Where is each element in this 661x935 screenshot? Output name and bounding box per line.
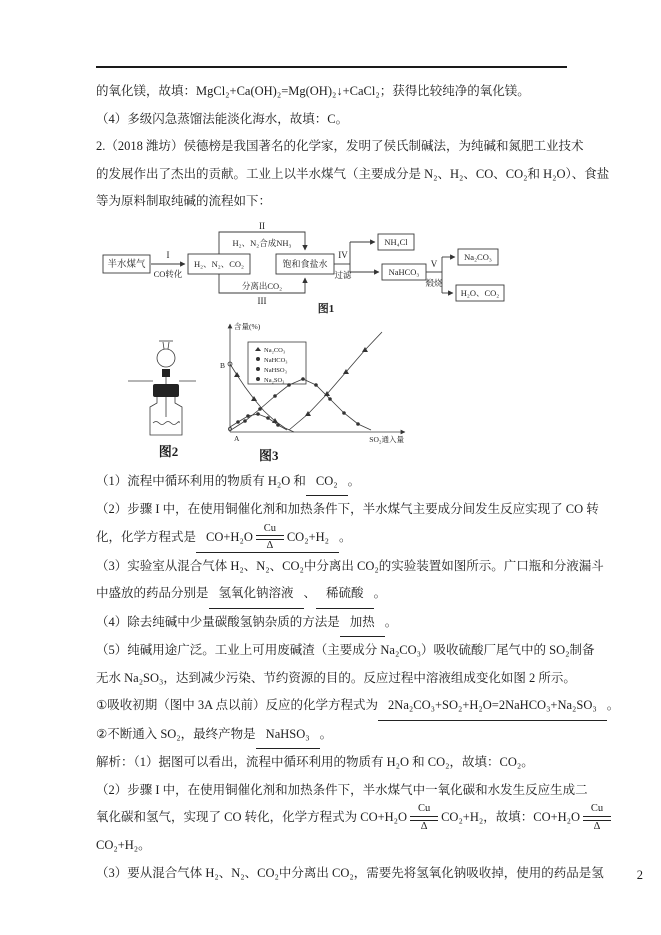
text-run: 无水 Na₂SO₃，达到减少污染、节约资源的目的。反应过程中溶液组成变化如图 2 所示。 xyxy=(96,670,576,685)
text-run: ②不断通入 SO₂，最终产物是 xyxy=(96,726,256,741)
step-1-label: CO转化 xyxy=(153,268,183,279)
text-line xyxy=(96,106,570,134)
flowchart-figure xyxy=(98,220,570,316)
legend-marker-dot-2 xyxy=(256,367,260,371)
text-line xyxy=(96,749,570,777)
legend-nahco3: NaHCO₃ xyxy=(264,356,288,364)
legend-nahso3: NaHSO₃ xyxy=(264,366,287,374)
answer-blank: 氢氧化钠溶液 xyxy=(209,580,304,609)
curve-na2so3-markers xyxy=(243,377,360,426)
flowchart-caption: 图1 xyxy=(317,302,335,315)
graph-svg xyxy=(217,318,415,444)
x-axis-label: SO₂通入量 xyxy=(369,434,404,444)
step-5-roman: V xyxy=(430,258,438,269)
box-nh4cl-label: NH₄Cl xyxy=(384,236,408,247)
text-line xyxy=(96,133,584,161)
text-line xyxy=(96,78,570,106)
text-line xyxy=(96,665,576,693)
text-run: CO₂+H₂，故填：CO+H₂O xyxy=(441,810,581,825)
legend-marker-dot-1 xyxy=(256,357,260,361)
text-run: （3）实验室从混合气体 H₂、N₂、CO₂中分离出 CO₂的实验装置如图所示。广口瓶和分液漏斗 xyxy=(96,558,604,573)
answer-blank: 加热 xyxy=(340,609,385,638)
text-line xyxy=(96,777,588,805)
funnel-neck xyxy=(163,342,169,349)
reaction-condition-stack: Cu Δ xyxy=(583,804,611,832)
text-run: （2）步骤 I 中，在使用铜催化剂和加热条件下，半水煤气中一氧化碳和水发生反应生成二 xyxy=(96,782,588,797)
text-run: 2.（2018 潍坊）侯德榜是我国著名的化学家，发明了侯氏制碱法，为纯碱和氮肥工业技术 xyxy=(96,139,584,153)
text-run: ①吸收初期（图中 3A 点以前）反应的化学方程式为 xyxy=(96,698,379,713)
legend-na2so3: Na₂SO₃ xyxy=(264,376,285,384)
answer-blank: 2Na₂CO₃+SO₂+H₂O=2NaHCO₃+Na₂SO₃ xyxy=(378,692,607,721)
figures-row xyxy=(126,318,570,464)
figure3-caption: 图3 xyxy=(259,447,279,463)
text-run: 。 xyxy=(339,529,352,544)
text-run: 中盛放的药品分别是 xyxy=(96,586,209,601)
box-nahco3-label: NaHCO₃ xyxy=(388,266,420,277)
document-body xyxy=(96,78,620,887)
text-line xyxy=(96,468,570,497)
bottle-stopper xyxy=(153,384,179,397)
text-run: CO₂+H₂ xyxy=(286,529,330,544)
answer-blank: CO₂ xyxy=(306,468,348,497)
page-number: 2 xyxy=(636,868,643,882)
box-h2o-co2-label: H₂O、CO₂ xyxy=(460,287,500,298)
text-line xyxy=(96,580,570,609)
text-run: 氧化碳和氢气，实现了 CO 转化，化学方程式为 CO+H₂O xyxy=(96,810,408,825)
text-run: 。 xyxy=(347,473,361,488)
text-line xyxy=(96,609,570,638)
step-5-label: 煅烧 xyxy=(425,277,443,288)
figure-apparatus xyxy=(126,318,211,460)
text-line xyxy=(96,524,570,553)
text-run: CO+H₂O xyxy=(206,529,253,544)
text-line xyxy=(96,692,620,721)
box-saturated-brine-label: 饱和食盐水 xyxy=(282,258,328,269)
text-run: 。 xyxy=(373,586,387,601)
step-2-label: H₂、N₂合成NH₃ xyxy=(232,237,292,248)
text-run: 的氧化镁，故填：MgCl₂+Ca(OH)₂=Mg(OH)₂↓+CaCl₂；获得比较纯净的氧化镁。 xyxy=(96,84,530,98)
box-na2co3-label: Na₂CO₃ xyxy=(464,251,492,262)
legend-marker-dot-3 xyxy=(256,377,260,381)
step-1-roman: I xyxy=(166,249,170,260)
text-run: 的发展作出了杰出的贡献。工业上以半水煤气（主要成分是 N₂、H₂、CO、CO₂和 H₂O）、食盐 xyxy=(96,166,610,181)
text-run: （4）多级闪急蒸馏法能淡化海水，故填：C。 xyxy=(96,111,349,126)
liquid-surface xyxy=(153,421,179,424)
legend-na2co3: Na₂CO₃ xyxy=(264,346,286,354)
step-3-roman: III xyxy=(257,295,267,306)
text-run: （5）纯碱用途广泛。工业上可用废碱渣（主要成分 Na₂CO₃）吸收硫酸厂尾气中的 SO₂制备 xyxy=(96,643,595,658)
text-line xyxy=(96,496,599,524)
text-line xyxy=(96,553,604,581)
text-run: （1）流程中循环利用的物质有 H₂O 和 xyxy=(96,473,306,488)
paragraph-block-questions xyxy=(96,468,620,888)
text-line xyxy=(96,832,570,860)
curve-nahso3 xyxy=(289,332,382,430)
text-run: 。 xyxy=(384,614,398,629)
text-run: （2）步骤 I 中，在使用铜催化剂和加热条件下，半水煤气主要成分间发生反应实现了 CO 转 xyxy=(96,502,599,516)
curve-na2so3 xyxy=(231,376,371,430)
step-3-label: 分离出CO₂ xyxy=(241,280,283,291)
text-line xyxy=(96,803,604,832)
text-run: 化，化学方程式是 xyxy=(96,529,197,544)
funnel-stopcock xyxy=(162,369,170,377)
figure2-caption: 图2 xyxy=(158,443,179,459)
point-a-label: A xyxy=(234,433,240,443)
text-run: 等为原料制取纯碱的流程如下： xyxy=(96,194,272,208)
header-rule xyxy=(96,66,567,68)
flowchart-svg xyxy=(98,220,510,316)
text-run: 。 xyxy=(319,726,333,741)
box-semi-water-gas-label: 半水煤气 xyxy=(107,259,146,270)
reaction-condition-stack: Cu Δ xyxy=(410,804,438,832)
reaction-condition-stack: Cu Δ xyxy=(256,524,284,552)
step-4-label: 过滤 xyxy=(334,269,352,280)
text-line xyxy=(96,188,570,216)
text-run: （4）除去纯碱中少量碳酸氢钠杂质的方法是 xyxy=(96,614,340,629)
y-axis-label: 含量(%) xyxy=(234,321,261,331)
text-run: CO₂+H₂。 xyxy=(96,838,151,853)
point-b-label: B xyxy=(220,360,226,370)
box-mixed-gas-label: H₂、N₂、CO₂ xyxy=(194,258,244,269)
text-run: 解析：（1）据图可以看出，流程中循环利用的物质有 H₂O 和 CO₂，故填：CO₂。 xyxy=(96,755,534,770)
figure-graph xyxy=(217,318,415,464)
text-line xyxy=(96,637,595,665)
step-2-roman: II xyxy=(259,220,265,231)
text-run: 。 xyxy=(606,698,620,713)
answer-blank: 稀硫酸 xyxy=(316,580,374,609)
text-run: 、 xyxy=(303,586,317,601)
answer-blank xyxy=(196,524,339,553)
answer-blank: NaHSO₃ xyxy=(256,721,320,750)
text-line xyxy=(96,860,604,888)
paragraph-block-top xyxy=(96,78,610,216)
text-line xyxy=(96,721,570,750)
apparatus-svg xyxy=(126,318,211,440)
step-4-roman: IV xyxy=(338,249,348,260)
funnel-bulb xyxy=(157,349,175,367)
text-line xyxy=(96,161,610,189)
legend-marker-triangle xyxy=(255,347,261,351)
text-run: （3）要从混合气体 H₂、N₂、CO₂中分离出 CO₂，需要先将氢氧化钠吸收掉，使用的药品是氢 xyxy=(96,865,604,880)
